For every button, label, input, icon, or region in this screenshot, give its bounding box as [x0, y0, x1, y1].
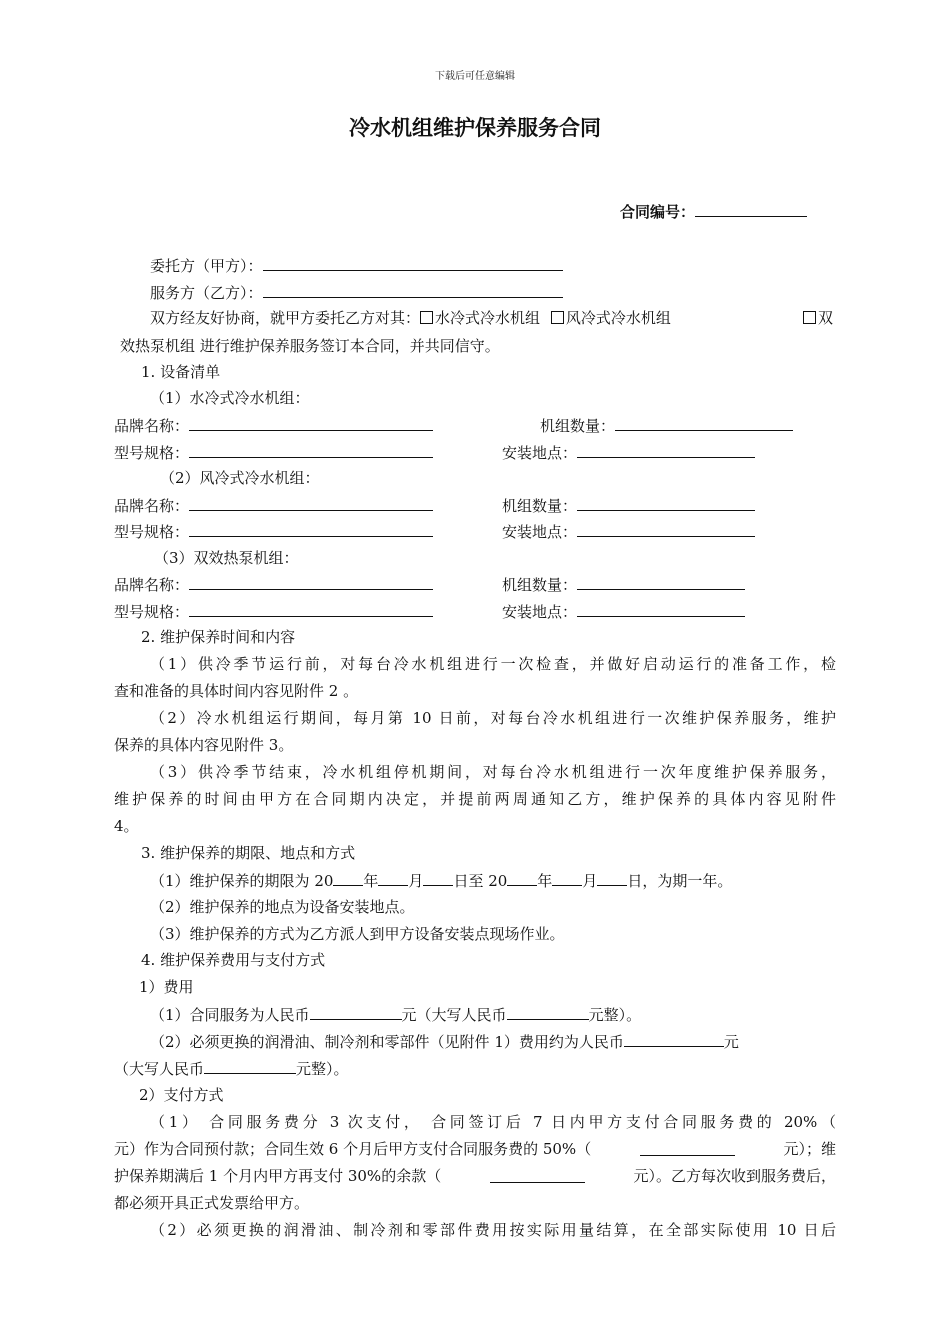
sec2-p1-line2: 查和准备的具体时间内容见附件 2 。	[114, 682, 359, 700]
client-row	[150, 255, 563, 276]
g1-qty-blank	[615, 415, 793, 431]
end-month-blank	[552, 870, 582, 886]
service-fee-words-blank	[507, 1004, 589, 1020]
g2-brand-blank	[189, 495, 433, 511]
sec4-f2-line2	[114, 1058, 349, 1079]
sec3-p1-text-e: 年	[537, 872, 553, 890]
g3-brand-label: 品牌名称：	[114, 576, 190, 594]
g3-brand-blank	[189, 574, 433, 590]
pay1-line3-text-a: 护保养期满后 1 个月内甲方再支付 30%的余款（	[114, 1167, 442, 1185]
sec3-p1-text-a: （1）维护保养的期限为 20	[150, 872, 334, 890]
provider-blank	[263, 282, 563, 298]
parts-fee-words-blank	[204, 1058, 296, 1074]
g2-brand-row	[114, 495, 433, 516]
g3-model-row	[114, 601, 433, 622]
sec2-p3-line2: 维护保养的时间由甲方在合同期内决定，并提前两周通知乙方，维护保养的具体内容见附件	[114, 790, 836, 808]
f2-text-a: （2）必须更换的润滑油、制冷剂和零部件（见附件 1）费用约为人民币	[150, 1033, 624, 1051]
g1-site-row	[502, 442, 755, 463]
sec2-p2-line2: 保养的具体内容见附件 3。	[114, 736, 294, 754]
sec3-p1-text-g: 日，为期一年。	[627, 872, 733, 890]
sec3-heading: 3. 维护保养的期限、地点和方式	[141, 844, 356, 862]
pay1-line2	[114, 1139, 836, 1159]
g2-site-label: 安装地点：	[502, 523, 578, 541]
service-fee-blank	[310, 1004, 402, 1020]
contract-number-row	[620, 201, 807, 222]
g2-qty-label: 机组数量：	[502, 497, 578, 515]
sec2-p3-line1: （3）供冷季节结束，冷水机组停机期间，对每台冷水机组进行一次年度维护保养服务，	[150, 763, 836, 781]
g3-model-blank	[189, 601, 433, 617]
pay1-line3	[114, 1166, 836, 1186]
f1-text-c: 元整）。	[588, 1006, 642, 1024]
g3-model-label: 型号规格：	[114, 603, 190, 621]
pay1-line2-text-a: 元）作为合同预付款；合同生效 6 个月后甲方支付合同服务费的 50%（	[114, 1140, 592, 1158]
g3-qty-label: 机组数量：	[502, 576, 578, 594]
checkbox-water-cooled	[420, 311, 433, 324]
g1-brand-label: 品牌名称：	[114, 417, 190, 435]
sec1-group-3: （3）双效热泵机组：	[154, 549, 299, 567]
client-blank	[263, 255, 563, 271]
f2-text-c: （大写人民币	[114, 1060, 205, 1078]
sec2-p3-line3: 4。	[114, 817, 139, 835]
pay1-line4: 都必须开具正式发票给甲方。	[114, 1194, 310, 1212]
g1-qty-row	[540, 415, 793, 436]
f2-text-d: 元整）。	[296, 1060, 349, 1078]
g1-brand-blank	[189, 415, 433, 431]
sec4-heading: 4. 维护保养费用与支付方式	[141, 951, 326, 969]
sec3-p3: （3）维护保养的方式为乙方派人到甲方设备安装点现场作业。	[150, 925, 565, 943]
sec3-p1	[150, 870, 732, 891]
g3-site-label: 安装地点：	[502, 603, 578, 621]
g1-model-row	[114, 442, 433, 463]
checkbox-air-cooled	[551, 311, 564, 324]
g3-site-blank	[577, 601, 745, 617]
document-title: 冷水机组维护保养服务合同	[349, 116, 601, 140]
sec4-sub2: 2）支付方式	[139, 1086, 224, 1104]
sec4-f1	[150, 1004, 641, 1025]
provider-label: 服务方（乙方）：	[150, 284, 263, 302]
g2-site-row	[502, 521, 755, 542]
g1-site-blank	[577, 442, 755, 458]
end-day-blank	[597, 870, 627, 886]
sec3-p1-text-b: 年	[363, 872, 379, 890]
final-payment-blank	[490, 1166, 585, 1183]
client-label: 委托方（甲方）：	[150, 257, 263, 275]
g2-brand-label: 品牌名称：	[114, 497, 190, 515]
second-payment-blank	[640, 1139, 735, 1156]
g1-model-label: 型号规格：	[114, 444, 190, 462]
contract-number-label: 合同编号：	[620, 203, 696, 221]
g1-model-blank	[189, 442, 433, 458]
g2-qty-blank	[577, 495, 755, 511]
contract-number-blank	[695, 201, 807, 217]
g3-qty-row	[502, 574, 745, 595]
sec1-heading: 1. 设备清单	[141, 363, 221, 381]
f1-text-a: （1）合同服务为人民币	[150, 1006, 310, 1024]
intro-line-1	[150, 308, 671, 328]
end-year-blank	[507, 870, 537, 886]
g2-model-label: 型号规格：	[114, 523, 190, 541]
g3-brand-row	[114, 574, 433, 595]
option-air-cooled: 风冷式冷水机组	[565, 309, 671, 327]
g2-model-row	[114, 521, 433, 542]
checkbox-heat-pump	[803, 311, 816, 324]
pay1-line1: （1） 合同服务费分 3 次支付， 合同签订后 7 日内甲方支付合同服务费的 20%（	[150, 1113, 836, 1131]
pay1-line3-text-b: 元）。乙方每次收到服务费后，	[633, 1167, 836, 1185]
option-water-cooled: 水冷式冷水机组	[435, 309, 541, 327]
sec1-group-2: （2）风冷式冷水机组：	[160, 469, 320, 487]
sec1-group-1: （1）水冷式冷水机组：	[150, 389, 310, 407]
sec3-p1-text-f: 月	[582, 872, 598, 890]
g1-brand-row	[114, 415, 433, 436]
provider-row	[150, 282, 563, 303]
start-day-blank	[423, 870, 453, 886]
parts-fee-blank	[624, 1031, 724, 1047]
sec2-p1-line1: （1）供冷季节运行前，对每台冷水机组进行一次检查，并做好启动运行的准备工作，检	[150, 655, 836, 673]
f1-text-b: 元（大写人民币	[401, 1006, 507, 1024]
g1-site-label: 安装地点：	[502, 444, 578, 462]
sec3-p1-text-d: 日至 20	[453, 872, 508, 890]
intro-text: 双方经友好协商，就甲方委托乙方对其：	[150, 309, 421, 327]
pay1-line2-text-b: 元）；维	[783, 1140, 836, 1158]
sec4-f2-line1	[150, 1031, 739, 1052]
start-month-blank	[378, 870, 408, 886]
g3-site-row	[502, 601, 745, 622]
g1-qty-label: 机组数量：	[540, 417, 616, 435]
intro-line-2: 效热泵机组 进行维护保养服务签订本合同，并共同信守。	[120, 337, 500, 355]
sec3-p2: （2）维护保养的地点为设备安装地点。	[150, 898, 415, 916]
intro-opt3	[803, 308, 833, 328]
f2-text-b: 元	[723, 1033, 739, 1051]
g2-model-blank	[189, 521, 433, 537]
sec2-heading: 2. 维护保养时间和内容	[141, 628, 296, 646]
start-year-blank	[333, 870, 363, 886]
sec3-p1-text-c: 月	[408, 872, 424, 890]
sec4-sub1: 1）费用	[139, 978, 194, 996]
g2-qty-row	[502, 495, 755, 516]
header-note: 下载后可任意编辑	[435, 71, 515, 82]
pay2-line1: （2）必须更换的润滑油、制冷剂和零部件费用按实际用量结算，在全部实际使用 10 日后	[150, 1221, 836, 1239]
sec2-p2-line1: （2）冷水机组运行期间，每月第 10 日前，对每台冷水机组进行一次维护保养服务，维护	[150, 709, 836, 727]
g2-site-blank	[577, 521, 755, 537]
g3-qty-blank	[577, 574, 745, 590]
option-heat-pump-a: 双	[818, 309, 834, 327]
